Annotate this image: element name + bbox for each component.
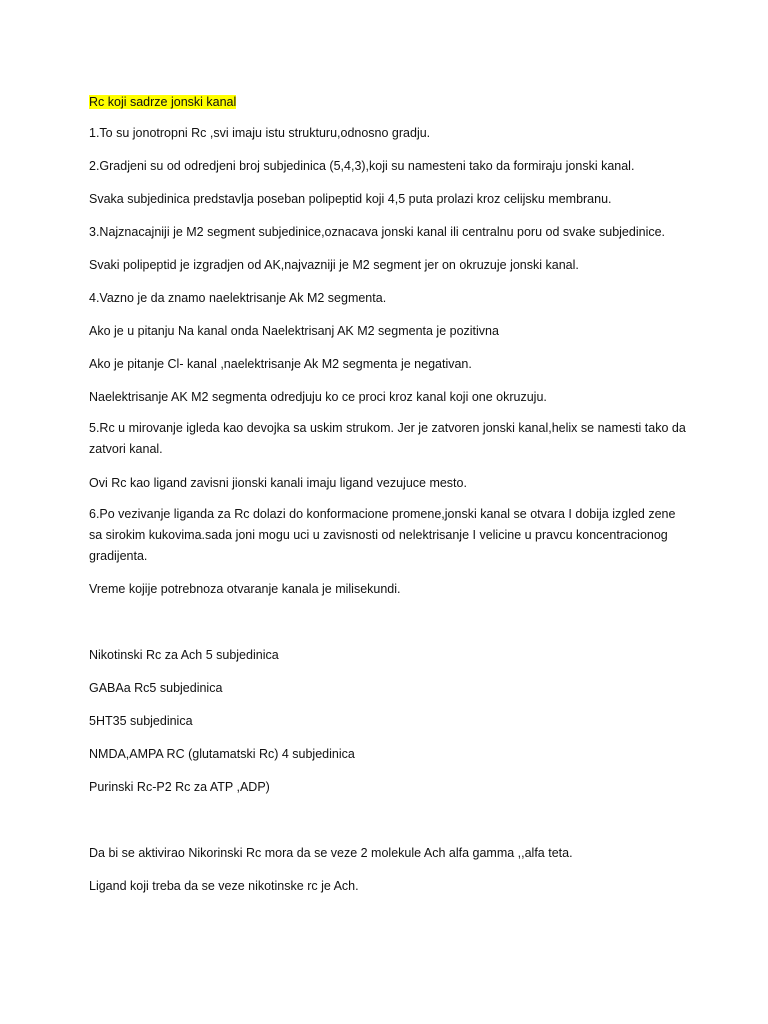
paragraph-11: Ovi Rc kao ligand zavisni jionski kanali imaju ligand vezujuce mesto. bbox=[89, 476, 467, 490]
list-item-5ht3: 5HT35 subjedinica bbox=[89, 714, 193, 728]
paragraph-9: Naelektrisanje AK M2 segmenta odredjuju ko ce proci kroz kanal koji one okruzuju. bbox=[89, 390, 547, 404]
paragraph-7: Ako je u pitanju Na kanal onda Naelektrisanj AK M2 segmenta je pozitivna bbox=[89, 324, 499, 338]
paragraph-14: Da bi se aktivirao Nikorinski Rc mora da se veze 2 molekule Ach alfa gamma ,,alfa teta. bbox=[89, 846, 573, 860]
paragraph-13: Vreme kojije potrebnoza otvaranje kanala je milisekundi. bbox=[89, 582, 401, 596]
document-title bbox=[89, 92, 689, 113]
paragraph-4: 3.Najznacajniji je M2 segment subjedinice,oznacava jonski kanal ili centralnu poru od svake subjedinice. bbox=[89, 225, 666, 239]
paragraph-10: 5.Rc u mirovanje igleda kao devojka sa uskim strukom. Jer je zatvoren jonski kanal,helix se namesti tako da zatvori kanal. bbox=[89, 421, 686, 456]
list-item-gabaa: GABAa Rc5 subjedinica bbox=[89, 681, 223, 695]
paragraph-1: 1.To su jonotropni Rc ,svi imaju istu strukturu,odnosno gradju. bbox=[89, 126, 431, 140]
title-highlight: Rc koji sadrze jonski kanal bbox=[89, 95, 237, 109]
list-item-nikotinski: Nikotinski Rc za Ach 5 subjedinica bbox=[89, 648, 279, 662]
paragraph-15: Ligand koji treba da se veze nikotinske rc je Ach. bbox=[89, 879, 359, 893]
paragraph-6: 4.Vazno je da znamo naelektrisanje Ak M2 segmenta. bbox=[89, 291, 387, 305]
paragraph-12: 6.Po vezivanje liganda za Rc dolazi do konformacione promene,jonski kanal se otvara I dobija izgled zene sa sirokim kukovima.sada joni mogu uci u zavisnosti od nelektrisanje I velicine u pravcu koncentracionog gradijenta. bbox=[89, 507, 676, 563]
list-item-purinski: Purinski Rc-P2 Rc za ATP ,ADP) bbox=[89, 780, 270, 794]
paragraph-5: Svaki polipeptid je izgradjen od AK,najvazniji je M2 segment jer on okruzuje jonski kanal. bbox=[89, 258, 579, 272]
paragraph-8: Ako je pitanje Cl- kanal ,naelektrisanje Ak M2 segmenta je negativan. bbox=[89, 357, 472, 371]
paragraph-2: 2.Gradjeni su od odredjeni broj subjedinica (5,4,3),koji su namesteni tako da formiraju jonski kanal. bbox=[89, 159, 635, 173]
paragraph-3: Svaka subjedinica predstavlja poseban polipeptid koji 4,5 puta prolazi kroz celijsku membranu. bbox=[89, 192, 612, 206]
list-item-nmda-ampa: NMDA,AMPA RC (glutamatski Rc) 4 subjedinica bbox=[89, 747, 355, 761]
